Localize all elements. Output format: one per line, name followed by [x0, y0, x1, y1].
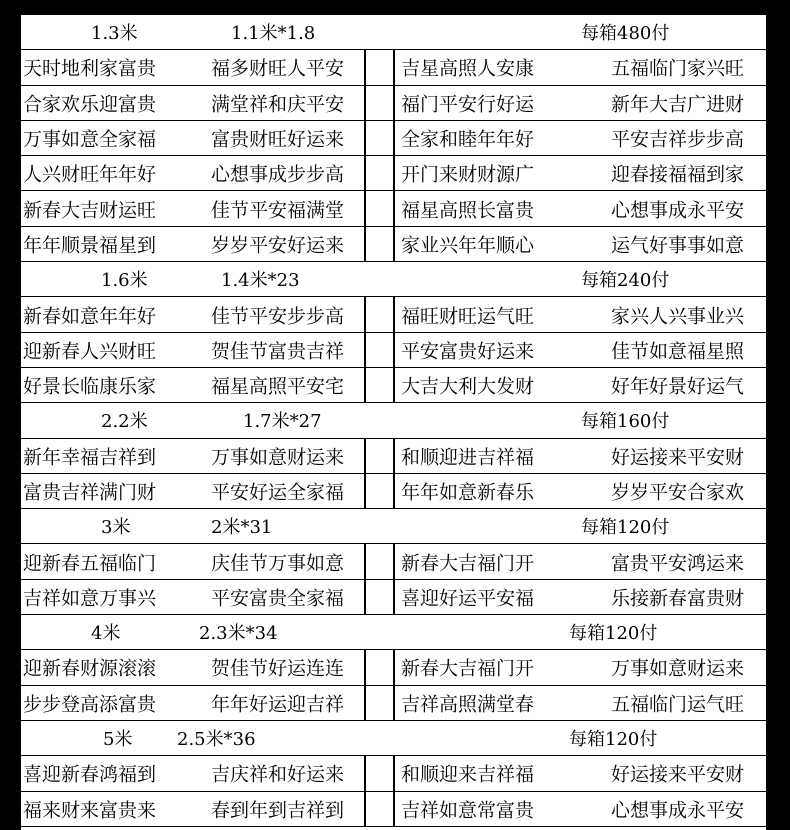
couplet-row	[21, 333, 766, 368]
length-label: 4米	[91, 623, 121, 645]
couplet-row	[21, 191, 766, 226]
section-header	[21, 721, 766, 756]
couplet-cell: 年年如意新春乐	[401, 481, 535, 504]
length-label: 2.2米	[101, 411, 148, 433]
couplet-row	[21, 686, 766, 721]
column-divider	[364, 156, 366, 190]
couplet-cell: 吉星高照人安康	[401, 57, 535, 80]
column-divider	[364, 792, 366, 826]
couplet-row	[21, 544, 766, 579]
couplet-cell: 喜迎好运平安福	[401, 587, 535, 610]
couplet-cell: 福多财旺人平安	[211, 57, 345, 80]
couplet-cell: 好运接来平安财	[611, 763, 745, 786]
column-divider	[364, 50, 366, 84]
couplet-cell: 年年顺景福星到	[23, 234, 157, 257]
couplet-cell: 万事如意财运来	[211, 446, 345, 469]
couplet-cell: 迎新春人兴财旺	[23, 340, 157, 363]
pack-qty-label: 每箱120付	[569, 729, 658, 751]
couplet-cell: 富贵吉祥满门财	[23, 481, 157, 504]
column-divider	[393, 474, 395, 508]
column-divider	[393, 368, 395, 402]
size-spec-label: 2.3米*34	[199, 623, 278, 645]
couplet-cell: 平安吉祥步步高	[611, 128, 745, 151]
couplet-cell: 吉祥如意常富贵	[401, 799, 535, 822]
size-spec-label: 2米*31	[211, 517, 273, 539]
couplet-cell: 岁岁平安合家欢	[611, 481, 745, 504]
column-divider	[393, 121, 395, 155]
pack-qty-label: 每箱240付	[581, 270, 670, 292]
section-header	[21, 262, 766, 297]
couplet-cell: 万事如意全家福	[23, 128, 157, 151]
pack-qty-label: 每箱120付	[569, 623, 658, 645]
couplet-cell: 好运接来平安财	[611, 446, 745, 469]
column-divider	[393, 191, 395, 225]
couplet-cell: 大吉大利大发财	[401, 375, 535, 398]
column-divider	[364, 297, 366, 331]
couplet-row	[21, 227, 766, 262]
section-header	[21, 509, 766, 544]
couplet-row	[21, 121, 766, 156]
couplet-cell: 开门来财财源广	[401, 163, 535, 186]
section-header	[21, 15, 766, 50]
column-divider	[364, 544, 366, 578]
column-divider	[364, 368, 366, 402]
couplet-cell: 庆佳节万事如意	[211, 552, 345, 575]
couplet-cell: 吉祥高照满堂春	[401, 693, 535, 716]
column-divider	[364, 650, 366, 684]
price-sheet	[20, 12, 766, 830]
couplet-cell: 福门平安行好运	[401, 93, 535, 116]
column-divider	[364, 227, 366, 261]
column-divider	[393, 756, 395, 790]
section-header	[21, 615, 766, 650]
pack-qty-label: 每箱480付	[581, 23, 670, 45]
couplet-cell: 家业兴年年顺心	[401, 234, 535, 257]
couplet-cell: 新春大吉福门开	[401, 657, 535, 680]
couplet-cell: 吉庆祥和好运来	[211, 763, 345, 786]
column-divider	[364, 686, 366, 720]
couplet-cell: 运气好事事如意	[611, 234, 745, 257]
couplet-cell: 万事如意财运来	[611, 657, 745, 680]
couplet-cell: 贺佳节富贵吉祥	[211, 340, 345, 363]
column-divider	[364, 333, 366, 367]
couplet-cell: 新年大吉广进财	[611, 93, 745, 116]
length-label: 1.3米	[91, 23, 138, 45]
section-header	[21, 403, 766, 438]
couplet-row	[21, 439, 766, 474]
couplet-row	[21, 650, 766, 685]
size-spec-label: 1.7米*27	[243, 411, 322, 433]
couplet-cell: 全家和睦年年好	[401, 128, 535, 151]
column-divider	[364, 756, 366, 790]
couplet-cell: 贺佳节好运连连	[211, 657, 345, 680]
couplet-cell: 迎春接福福到家	[611, 163, 745, 186]
column-divider	[393, 686, 395, 720]
couplet-row	[21, 86, 766, 121]
couplet-cell: 五福临门家兴旺	[611, 57, 745, 80]
column-divider	[393, 156, 395, 190]
couplet-cell: 迎新春财源滚滚	[23, 657, 157, 680]
column-divider	[393, 439, 395, 473]
length-label: 5米	[103, 729, 133, 751]
couplet-row	[21, 50, 766, 85]
column-divider	[364, 191, 366, 225]
couplet-cell: 福来财来富贵来	[23, 799, 157, 822]
pack-qty-label: 每箱160付	[581, 411, 670, 433]
couplet-row	[21, 474, 766, 509]
couplet-cell: 平安富贵全家福	[211, 587, 345, 610]
couplet-cell: 好景长临康乐家	[23, 375, 157, 398]
couplet-cell: 步步登高添富贵	[23, 693, 157, 716]
column-divider	[393, 50, 395, 84]
couplet-cell: 新年幸福吉祥到	[23, 446, 157, 469]
couplet-row	[21, 756, 766, 791]
column-divider	[393, 333, 395, 367]
size-spec-label: 2.5米*36	[177, 729, 256, 751]
couplet-row	[21, 156, 766, 191]
couplet-cell: 年年好运迎吉祥	[211, 693, 345, 716]
couplet-cell: 心想事成步步高	[211, 163, 345, 186]
couplet-cell: 富贵财旺好运来	[211, 128, 345, 151]
length-label: 3米	[101, 517, 131, 539]
pack-qty-label: 每箱120付	[581, 517, 670, 539]
couplet-cell: 迎新春五福临门	[23, 552, 157, 575]
column-divider	[393, 792, 395, 826]
couplet-row	[21, 792, 766, 827]
column-divider	[393, 580, 395, 614]
column-divider	[393, 227, 395, 261]
column-divider	[364, 121, 366, 155]
couplet-cell: 和顺迎来吉祥福	[401, 763, 535, 786]
couplet-cell: 五福临门运气旺	[611, 693, 745, 716]
couplet-cell: 平安好运全家福	[211, 481, 345, 504]
length-label: 1.6米	[101, 270, 148, 292]
couplet-cell: 心想事成永平安	[611, 199, 745, 222]
couplet-cell: 和顺迎进吉祥福	[401, 446, 535, 469]
column-divider	[393, 86, 395, 120]
column-divider	[364, 439, 366, 473]
column-divider	[393, 297, 395, 331]
couplet-cell: 新春如意年年好	[23, 305, 157, 328]
couplet-cell: 富贵平安鸿运来	[611, 552, 745, 575]
couplet-cell: 天时地利家富贵	[23, 57, 157, 80]
column-divider	[393, 650, 395, 684]
couplet-row	[21, 580, 766, 615]
size-spec-label: 1.1米*1.8	[231, 23, 316, 45]
couplet-cell: 新春大吉财运旺	[23, 199, 157, 222]
couplet-cell: 心想事成永平安	[611, 799, 745, 822]
couplet-cell: 佳节平安福满堂	[211, 199, 345, 222]
couplet-cell: 家兴人兴事业兴	[611, 305, 745, 328]
couplet-cell: 春到年到吉祥到	[211, 799, 345, 822]
couplet-cell: 满堂祥和庆平安	[211, 93, 345, 116]
couplet-cell: 吉祥如意万事兴	[23, 587, 157, 610]
couplet-cell: 平安富贵好运来	[401, 340, 535, 363]
size-spec-label: 1.4米*23	[221, 270, 300, 292]
column-divider	[364, 580, 366, 614]
column-divider	[364, 474, 366, 508]
couplet-cell: 福星高照平安宅	[211, 375, 345, 398]
column-divider	[393, 544, 395, 578]
couplet-cell: 乐接新春富贵财	[611, 587, 745, 610]
couplet-cell: 合家欢乐迎富贵	[23, 93, 157, 116]
couplet-cell: 好年好景好运气	[611, 375, 745, 398]
couplet-cell: 佳节如意福星照	[611, 340, 745, 363]
couplet-cell: 新春大吉福门开	[401, 552, 535, 575]
couplet-cell: 岁岁平安好运来	[211, 234, 345, 257]
couplet-row	[21, 368, 766, 403]
couplet-cell: 福旺财旺运气旺	[401, 305, 535, 328]
couplet-cell: 佳节平安步步高	[211, 305, 345, 328]
couplet-cell: 喜迎新春鸿福到	[23, 763, 157, 786]
couplet-cell: 人兴财旺年年好	[23, 163, 157, 186]
couplet-cell: 福星高照长富贵	[401, 199, 535, 222]
couplet-row	[21, 297, 766, 332]
column-divider	[364, 86, 366, 120]
